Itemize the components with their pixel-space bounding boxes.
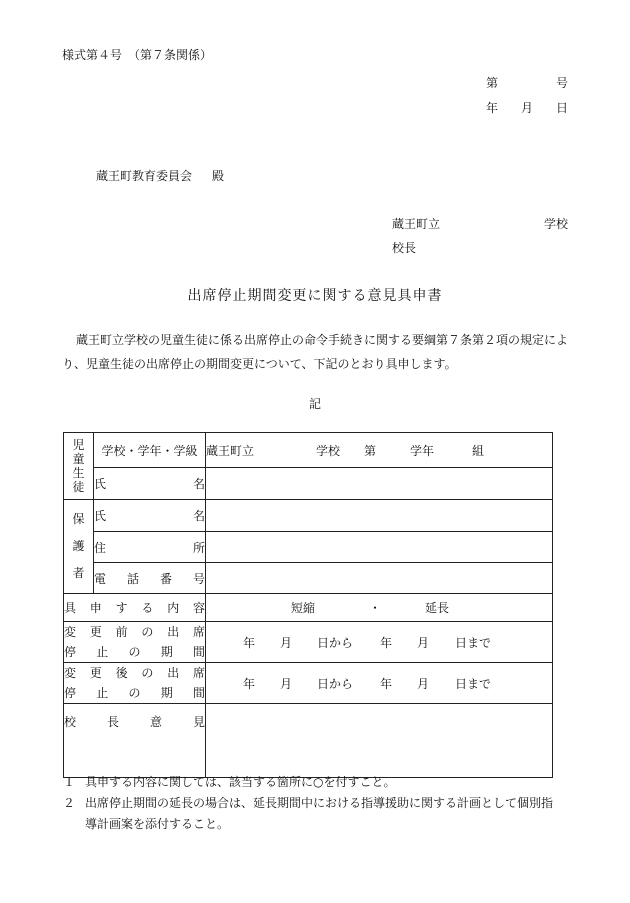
document-number-line: [486, 74, 568, 91]
principal-opinion-label: 校長意見: [64, 704, 206, 778]
ki-heading: 記: [308, 397, 321, 411]
after-period-label: 変更後の出席 停止の期間: [64, 663, 206, 704]
body-paragraph: 蔵王町立学校の児童生徒に係る出席停止の命令手続きに関する要綱第７条第２項の規定により、児童生徒の出席停止の期間変更について、下記のとおり具申します。: [62, 333, 569, 371]
school-grade-class-value[interactable]: [206, 433, 553, 468]
date-day: 日: [555, 101, 568, 115]
sender-town: 蔵王町立: [392, 217, 441, 231]
guardian-name-field[interactable]: [206, 500, 553, 532]
sender-school-line: [392, 215, 568, 232]
sender-school: 学校: [543, 217, 568, 231]
table-row: [64, 500, 553, 532]
school-word: 学校: [316, 443, 341, 458]
table-row: [64, 663, 553, 704]
table-row: [64, 532, 553, 563]
note-item: １ 具申する内容に関しては、該当する箇所に○を付すこと。: [63, 775, 396, 789]
school-town: 蔵王町立: [206, 443, 255, 458]
request-content-label: 具申する内容: [64, 594, 206, 622]
before-period-label: 変更前の出席 停止の期間: [64, 622, 206, 663]
student-name-label: 氏 名: [94, 468, 206, 500]
date-year: 年: [486, 101, 499, 115]
doc-number-suffix: 号: [555, 76, 568, 90]
before-period-field[interactable]: 年 月 日から 年 月 日まで: [206, 622, 553, 663]
date-line: [486, 99, 568, 116]
address-field[interactable]: [206, 532, 553, 563]
school-grade-class-label: 学校・学年・学級: [94, 433, 206, 468]
after-period-field[interactable]: 年 月 日から 年 月 日まで: [206, 663, 553, 704]
request-options[interactable]: [206, 594, 553, 622]
phone-field[interactable]: [206, 563, 553, 594]
address-label: 住 所: [94, 532, 206, 563]
table-row: [64, 468, 553, 500]
option-separator: ・: [369, 601, 382, 615]
sender-principal: 校長: [392, 241, 417, 255]
table-row: [64, 704, 553, 778]
principal-opinion-field[interactable]: [206, 704, 553, 778]
table-row: [64, 433, 553, 468]
notes: [63, 772, 563, 835]
student-group-label: 児童生徒: [64, 433, 94, 500]
addressee: [96, 167, 224, 184]
school-dai: 第: [364, 443, 377, 458]
request-form-table: [63, 432, 553, 778]
guardian-group-label: 保護者: [64, 500, 94, 594]
table-row: [64, 594, 553, 622]
document-title: 出席停止期間変更に関する意見具申書: [187, 288, 443, 304]
table-row: [64, 563, 553, 594]
school-class: 組: [472, 443, 485, 458]
option-shorten[interactable]: 短縮: [291, 601, 316, 615]
addressee-name: 蔵王町教育委員会: [96, 169, 193, 183]
student-name-field[interactable]: [206, 468, 553, 500]
note-item: ２ 出席停止期間の延長の場合は、延長期間中における指導援助に関する計画として個別指導計画案を添付すること。: [63, 796, 554, 831]
guardian-name-label: 氏 名: [94, 500, 206, 532]
table-row: [64, 622, 553, 663]
addressee-honorific: 殿: [212, 169, 225, 183]
date-month: 月: [520, 101, 533, 115]
doc-number-prefix: 第: [486, 76, 499, 90]
option-extend[interactable]: 延長: [425, 601, 450, 615]
phone-label: 電 話 番 号: [94, 563, 206, 594]
form-number: 様式第４号 （第７条関係）: [62, 48, 213, 62]
school-grade: 学年: [410, 443, 435, 458]
